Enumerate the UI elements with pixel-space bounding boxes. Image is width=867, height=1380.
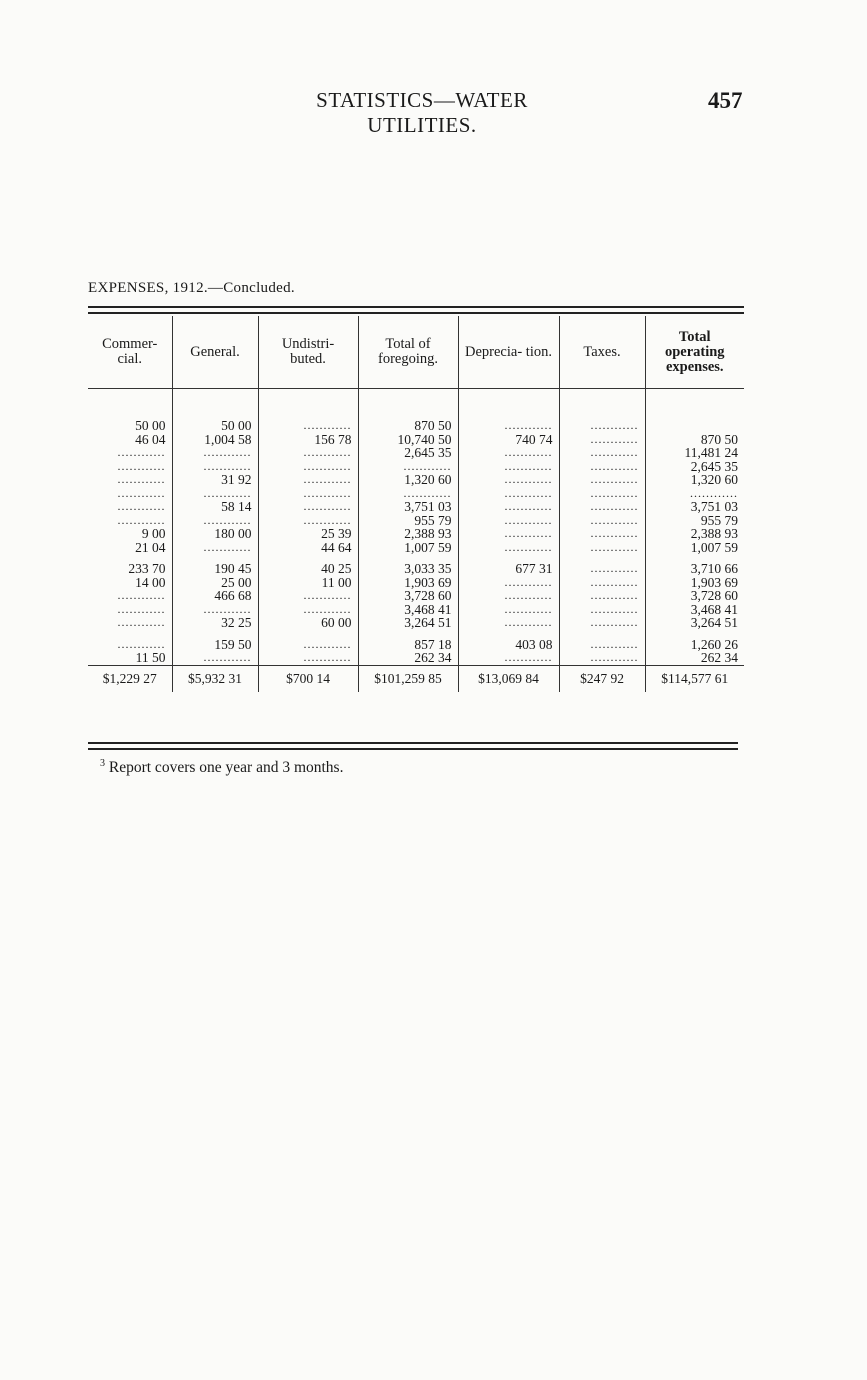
table-cell: ............ <box>117 512 166 527</box>
top-rule <box>88 306 744 308</box>
table-cell: 3,728 60 <box>358 589 458 603</box>
table-row <box>88 514 744 528</box>
table-cell: ............ <box>117 601 166 616</box>
table-cell: ............ <box>117 499 166 513</box>
table-cell: ............ <box>559 514 645 528</box>
table-cell: 60 00 <box>258 616 358 630</box>
column-header: General. <box>172 316 258 389</box>
table-cell: 46 04 <box>135 431 166 447</box>
table-cell: ............ <box>172 487 258 501</box>
table-cell: 32 25 <box>172 616 258 630</box>
table-cell: 1,903 69 <box>358 576 458 590</box>
table-cell: 1,007 59 <box>358 541 458 555</box>
table-cell: ............ <box>458 603 559 617</box>
table-row <box>88 433 744 447</box>
expenses-table <box>88 316 744 692</box>
table-cell <box>645 419 744 433</box>
table-cell: ............ <box>117 588 166 602</box>
total-cell: $101,259 85 <box>358 665 458 692</box>
table-row <box>88 527 744 541</box>
table-cell: 870 50 <box>645 433 744 447</box>
table-cell: ............ <box>458 589 559 603</box>
table-cell: ............ <box>458 419 559 433</box>
table-row <box>88 562 744 576</box>
table-cell: ............ <box>117 615 166 629</box>
table-cell: ............ <box>172 514 258 528</box>
table-header-row <box>88 316 744 389</box>
table-cell: 955 79 <box>645 514 744 528</box>
table-cell: 159 50 <box>172 638 258 652</box>
table-cell: 857 18 <box>358 638 458 652</box>
table-cell: 50 00 <box>135 418 166 433</box>
table-cell: ............ <box>559 638 645 652</box>
table-cell: 233 70 <box>128 561 166 576</box>
total-cell: $13,069 84 <box>458 665 559 692</box>
table-row <box>88 473 744 487</box>
table-cell: 3,728 60 <box>645 589 744 603</box>
table-cell: ............ <box>358 460 458 474</box>
table-cell: ............ <box>458 616 559 630</box>
table-cell: ............ <box>559 487 645 501</box>
table-cell: ............ <box>258 651 358 665</box>
table-cell: 58 14 <box>172 500 258 514</box>
table-cell: ............ <box>458 527 559 541</box>
table-cell: ............ <box>559 562 645 576</box>
table-cell: 3,751 03 <box>358 500 458 514</box>
column-header: Undistri- buted. <box>258 316 358 389</box>
table-cell: 677 31 <box>458 562 559 576</box>
page-running-title: STATISTICS—WATER UTILITIES. <box>316 88 528 137</box>
table-cell: 1,320 60 <box>358 473 458 487</box>
table-cell: 3,264 51 <box>358 616 458 630</box>
table-cell: ............ <box>645 487 744 501</box>
table-cell: ............ <box>117 485 166 500</box>
table-cell: ............ <box>358 487 458 501</box>
table-cell: ............ <box>458 541 559 555</box>
table-cell: 14 00 <box>135 574 166 590</box>
table-cell: 740 74 <box>458 433 559 447</box>
column-header: Taxes. <box>559 316 645 389</box>
bottom-rule <box>88 742 738 744</box>
table-cell: ............ <box>559 576 645 590</box>
table-cell: ............ <box>172 603 258 617</box>
table-cell: ............ <box>258 589 358 603</box>
bottom-rule-2 <box>88 748 738 750</box>
table-cell: 11 00 <box>258 576 358 590</box>
column-header: Deprecia- tion. <box>458 316 559 389</box>
table-cell: 2,645 35 <box>358 446 458 460</box>
table-cell: ............ <box>458 500 559 514</box>
table-cell: ............ <box>117 472 166 486</box>
footnote-marker: 3 <box>100 758 105 769</box>
table-cell: 44 64 <box>258 541 358 555</box>
total-cell: $700 14 <box>258 665 358 692</box>
total-cell: $247 92 <box>559 665 645 692</box>
column-header: Total of foregoing. <box>358 316 458 389</box>
column-header: Commer- cial. <box>88 316 172 389</box>
table-cell: 3,033 35 <box>358 562 458 576</box>
table-cell: ............ <box>172 446 258 460</box>
table-cell: 2,645 35 <box>645 460 744 474</box>
table-cell: ............ <box>559 616 645 630</box>
table-row <box>88 500 744 514</box>
table-cell: ............ <box>559 500 645 514</box>
table-cell: ............ <box>258 460 358 474</box>
table-cell: ............ <box>458 651 559 665</box>
table-cell: ............ <box>458 473 559 487</box>
table-cell: 11,481 24 <box>645 446 744 460</box>
table-cell: ............ <box>258 487 358 501</box>
table-cell: 2,388 93 <box>358 527 458 541</box>
table-cell: 156 78 <box>258 433 358 447</box>
table-cell: 3,264 51 <box>645 616 744 630</box>
table-cell: 1,007 59 <box>645 541 744 555</box>
top-rule-2 <box>88 312 744 314</box>
table-cell: 40 25 <box>258 562 358 576</box>
table-cell: ............ <box>172 460 258 474</box>
table-cell: ............ <box>458 446 559 460</box>
table-cell: ............ <box>559 446 645 460</box>
table-cell: 31 92 <box>172 473 258 487</box>
table-cell: 1,320 60 <box>645 473 744 487</box>
table-row <box>88 603 744 617</box>
table-cell: 50 00 <box>172 419 258 433</box>
table-cell: ............ <box>559 603 645 617</box>
table-cell: 10,740 50 <box>358 433 458 447</box>
table-cell: ............ <box>172 651 258 665</box>
table-cell: 466 68 <box>172 589 258 603</box>
table-cell: ............ <box>559 651 645 665</box>
column-header: Total operating expenses. <box>645 316 744 389</box>
table-cell: ............ <box>117 636 166 651</box>
table-body <box>88 389 744 692</box>
table-cell: ............ <box>172 541 258 555</box>
table-row <box>88 541 744 555</box>
table-cell: ............ <box>258 419 358 433</box>
total-cell: $114,577 61 <box>645 665 744 692</box>
table-caption: EXPENSES, 1912.—Concluded. <box>88 280 295 296</box>
table-cell: ............ <box>258 500 358 514</box>
table-cell: 3,751 03 <box>645 500 744 514</box>
total-cell: $1,229 27 <box>88 665 172 692</box>
table-cell: 190 45 <box>172 562 258 576</box>
table-row <box>88 460 744 474</box>
table-cell: 1,260 26 <box>645 638 744 652</box>
table-cell: ............ <box>559 541 645 555</box>
table-row <box>88 651 744 665</box>
table-row <box>88 576 744 590</box>
footnote-text: Report covers one year and 3 months. <box>105 759 344 777</box>
totals-row <box>88 665 744 692</box>
table-cell: ............ <box>258 514 358 528</box>
table-cell: ............ <box>117 458 166 473</box>
table-cell: ............ <box>559 433 645 447</box>
table-row <box>88 638 744 652</box>
table-row <box>88 589 744 603</box>
expenses-table-container <box>88 316 744 692</box>
table-cell: ............ <box>458 487 559 501</box>
table-row <box>88 419 744 433</box>
table-cell: ............ <box>559 460 645 474</box>
table-cell: 3,710 66 <box>645 562 744 576</box>
table-cell: 3,468 41 <box>645 603 744 617</box>
total-cell: $5,932 31 <box>172 665 258 692</box>
table-cell: ............ <box>258 473 358 487</box>
page-number: 457 <box>708 88 743 113</box>
table-cell: 21 04 <box>135 539 166 555</box>
table-cell: ............ <box>258 603 358 617</box>
table-cell: ............ <box>458 576 559 590</box>
table-cell: 262 34 <box>645 651 744 665</box>
table-cell: ............ <box>559 589 645 603</box>
table-cell: 1,903 69 <box>645 576 744 590</box>
table-cell: ............ <box>117 445 166 459</box>
table-cell: 955 79 <box>358 514 458 528</box>
table-cell: 1,004 58 <box>172 433 258 447</box>
table-cell: ............ <box>258 638 358 652</box>
table-cell: ............ <box>458 460 559 474</box>
table-cell: 870 50 <box>358 419 458 433</box>
footnote <box>100 758 343 777</box>
table-cell: 25 00 <box>172 576 258 590</box>
table-row <box>88 616 744 630</box>
table-cell: 25 39 <box>258 527 358 541</box>
table-cell: 2,388 93 <box>645 527 744 541</box>
table-cell: 9 00 <box>141 526 166 541</box>
table-cell: ............ <box>258 446 358 460</box>
table-cell: ............ <box>559 419 645 433</box>
table-cell: ............ <box>559 527 645 541</box>
table-cell: ............ <box>559 473 645 487</box>
table-cell: ............ <box>458 514 559 528</box>
table-cell: 262 34 <box>358 651 458 665</box>
table-cell: 403 08 <box>458 638 559 652</box>
table-cell: 3,468 41 <box>358 603 458 617</box>
table-cell: 180 00 <box>172 527 258 541</box>
table-cell: 11 50 <box>135 650 166 665</box>
table-row <box>88 487 744 501</box>
table-row <box>88 446 744 460</box>
